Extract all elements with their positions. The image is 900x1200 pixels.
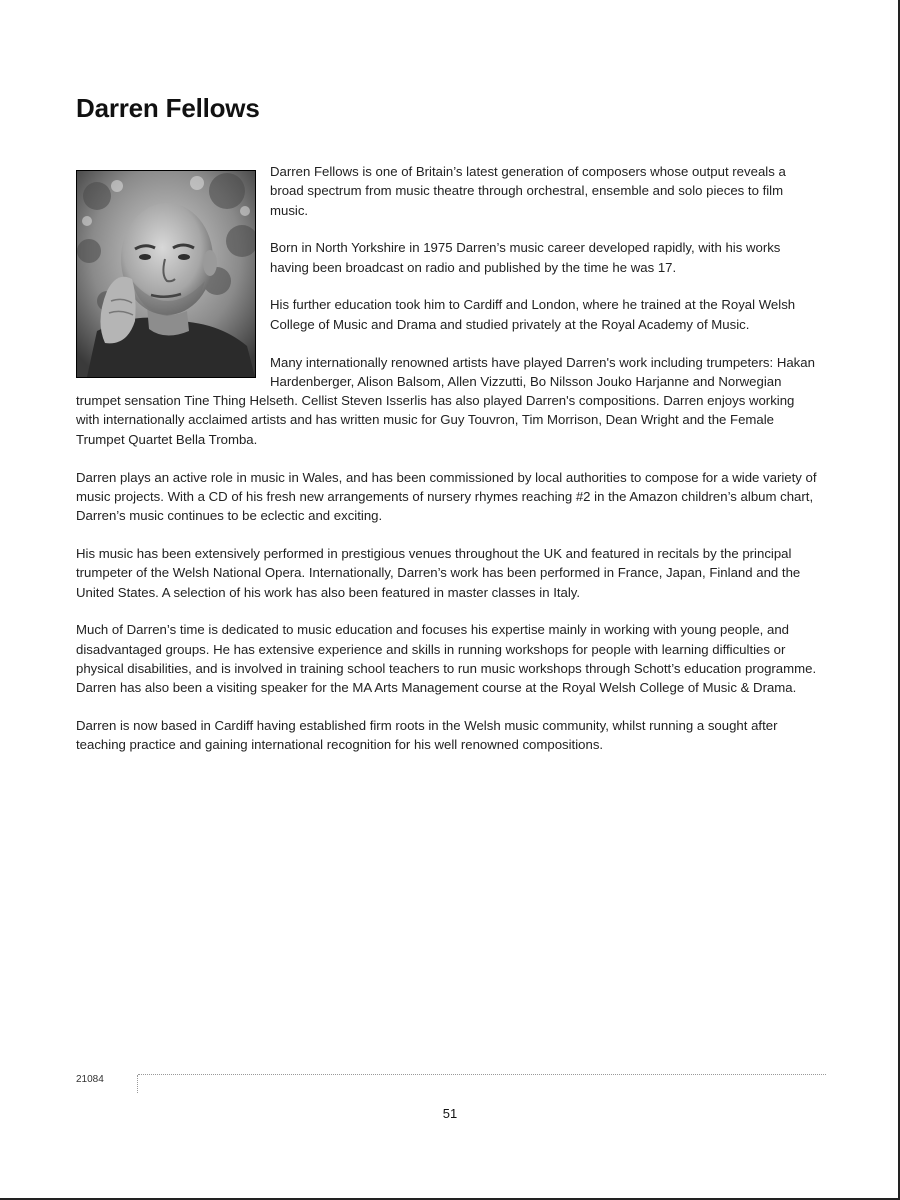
- bio-paragraph: Darren plays an active role in music in Wales, and has been commissioned by local authorities to compose for a wide variety of music projects. With a CD of his fresh new arrangements of nursery rhymes reaching #2 in the Amazon children’s album chart, Darren’s music continues to be eclectic and exciting.: [76, 469, 817, 524]
- portrait-photo: [76, 170, 256, 378]
- bio-paragraph: Born in North Yorkshire in 1975 Darren’s music career developed rapidly, with his works having been broadcast on radio and published by the time he was 17.: [270, 240, 781, 275]
- bio-paragraph: Darren Fellows is one of Britain’s latest generation of composers whose output reveals a broad spectrum from music theatre through orchestral, ensemble and solo pieces to film music.: [270, 164, 786, 218]
- biography: [76, 162, 820, 773]
- footer-dotted-tick: [137, 1075, 138, 1093]
- portrait-image: [77, 171, 255, 377]
- bio-paragraph: Many internationally renowned artists have played Darren's work including trumpeters: Hakan Hardenberger, Alison Balsom, Allen Vizzutti, Bo Nilsson Jouko Harjanne and Norwegian trumpet sensation Tine Thing Helseth. Cellist Steven Isserlis has also played Darren's compositions. Darren enjoys working with internationally acclaimed artists and has written music for Guy Touvron, Tim Morrison, Dean Wright and the Female Trumpet Quartet Bella Tromba.: [76, 354, 815, 447]
- footer-dotted-rule: [138, 1074, 826, 1075]
- bio-paragraph: His further education took him to Cardiff and London, where he trained at the Royal Welsh College of Music and Drama and studied privately at the Royal Academy of Music.: [270, 297, 796, 332]
- bio-paragraph: Darren is now based in Cardiff having established firm roots in the Welsh music community, whilst running a sought after teaching practice and gaining international recognition for his well renowned compositions.: [76, 718, 778, 753]
- bio-paragraph: His music has been extensively performed in prestigious venues throughout the UK and featured in recitals by the principal trumpeter of the Welsh National Opera. Internationally, Darren’s work has been performed in France, Japan, Finland and the United States. A selection of his work has also been featured in master classes in Italy.: [76, 545, 801, 600]
- page-number: 51: [442, 1106, 458, 1121]
- bio-paragraph: Much of Darren’s time is dedicated to music education and focuses his expertise mainly in working with young people, and disadvantaged groups. He has extensive experience and skills in running workshops for people with learning difficulties or physical disabilities, and is involved in training school teachers to run music workshops through Schott’s education programme. Darren has also been a visiting speaker for the MA Arts Management course at the Royal Welsh College of Music & Drama.: [76, 622, 817, 696]
- footer-catalog-code: 21084: [76, 1074, 104, 1085]
- page-title: Darren Fellows: [76, 93, 260, 123]
